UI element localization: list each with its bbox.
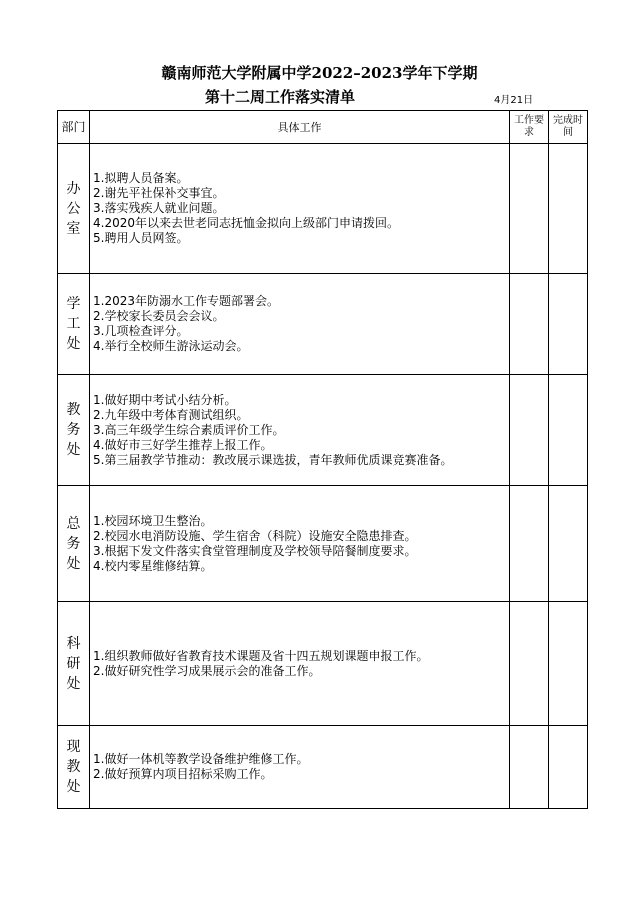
work-item: 3.根据下发文件落实食堂管理制度及学校领导陪餐制度要求。 [93, 543, 417, 558]
work-cell [90, 144, 510, 274]
work-item: 1.拟聘人员备案。 [93, 171, 189, 185]
work-item: 2.做好预算内项目招标采购工作。 [93, 767, 273, 781]
table-row [58, 375, 588, 486]
dept-cell [58, 726, 90, 809]
requirement-cell [510, 274, 549, 375]
dept-name: 现 教 处 [66, 739, 81, 795]
work-item: 1.校园环境卫生整治。 [93, 513, 213, 528]
work-item: 4.校内零星维修结算。 [93, 558, 213, 573]
work-checklist-table [57, 110, 588, 809]
work-item: 2.校园水电消防设施、学生宿舍（科院）设施安全隐患排查。 [93, 528, 417, 543]
dept-cell [58, 144, 90, 274]
document-title: 赣南师范大学附属中学2022–2023学年下学期 [161, 64, 478, 82]
column-header-dept: 部门 [58, 111, 90, 144]
work-cell [90, 274, 510, 375]
work-item: 1.组织教师做好省教育技术课题及省十四五规划课题申报工作。 [93, 648, 429, 663]
work-item: 1.2023年防溺水工作专题部署会。 [93, 294, 279, 308]
document-date: 4月21日 [494, 95, 534, 106]
work-item: 1.做好期中考试小结分析。 [93, 392, 237, 407]
completion-cell [549, 274, 588, 375]
column-header-work: 具体工作 [90, 111, 510, 144]
work-cell [90, 602, 510, 726]
document-subtitle: 第十二周工作落实清单 [205, 88, 356, 106]
table-row [58, 602, 588, 726]
work-cell [90, 726, 510, 809]
column-header-completion: 完成时间 [549, 111, 588, 144]
table-row [58, 144, 588, 274]
work-item: 2.学校家长委员会会议。 [93, 309, 225, 323]
dept-cell [58, 486, 90, 602]
dept-cell [58, 274, 90, 375]
dept-name: 科 研 处 [66, 635, 81, 692]
work-cell [90, 486, 510, 602]
dept-name: 教 务 处 [66, 402, 81, 458]
completion-cell [549, 602, 588, 726]
table-row [58, 726, 588, 809]
work-item: 3.几项检查评分。 [93, 324, 189, 338]
dept-cell [58, 602, 90, 726]
completion-cell [549, 144, 588, 274]
requirement-cell [510, 726, 549, 809]
work-item: 4.2020年以来去世老同志抚恤金拟向上级部门申请拨回。 [93, 216, 399, 230]
work-item: 2.九年级中考体育测试组织。 [93, 407, 249, 422]
table-header-row [58, 111, 588, 144]
completion-cell [549, 726, 588, 809]
dept-name: 总 务 处 [66, 515, 81, 572]
work-item: 4.做好市三好学生推荐上报工作。 [93, 437, 273, 452]
requirement-cell [510, 375, 549, 486]
work-item: 2.做好研究性学习成果展示会的准备工作。 [93, 663, 321, 678]
completion-cell [549, 486, 588, 602]
work-item: 2.谢先平社保补交事宜。 [93, 186, 225, 200]
work-item: 3.落实残疾人就业问题。 [93, 201, 225, 215]
requirement-cell [510, 144, 549, 274]
requirement-cell [510, 486, 549, 602]
work-cell [90, 375, 510, 486]
requirement-cell [510, 602, 549, 726]
work-item: 5.第三届教学节推动：教改展示课选拔，青年教师优质课竞赛准备。 [93, 452, 453, 467]
dept-name: 办 公 室 [66, 180, 81, 237]
work-item: 4.举行全校师生游泳运动会。 [93, 339, 249, 353]
table-row [58, 486, 588, 602]
work-item: 1.做好一体机等教学设备维护维修工作。 [93, 752, 309, 766]
dept-name: 学 工 处 [66, 296, 81, 352]
completion-cell [549, 375, 588, 486]
column-header-requirement: 工作要求 [510, 111, 549, 144]
work-item: 5.聘用人员网签。 [93, 231, 189, 245]
work-item: 3.高三年级学生综合素质评价工作。 [93, 422, 285, 437]
dept-cell [58, 375, 90, 486]
table-row [58, 274, 588, 375]
